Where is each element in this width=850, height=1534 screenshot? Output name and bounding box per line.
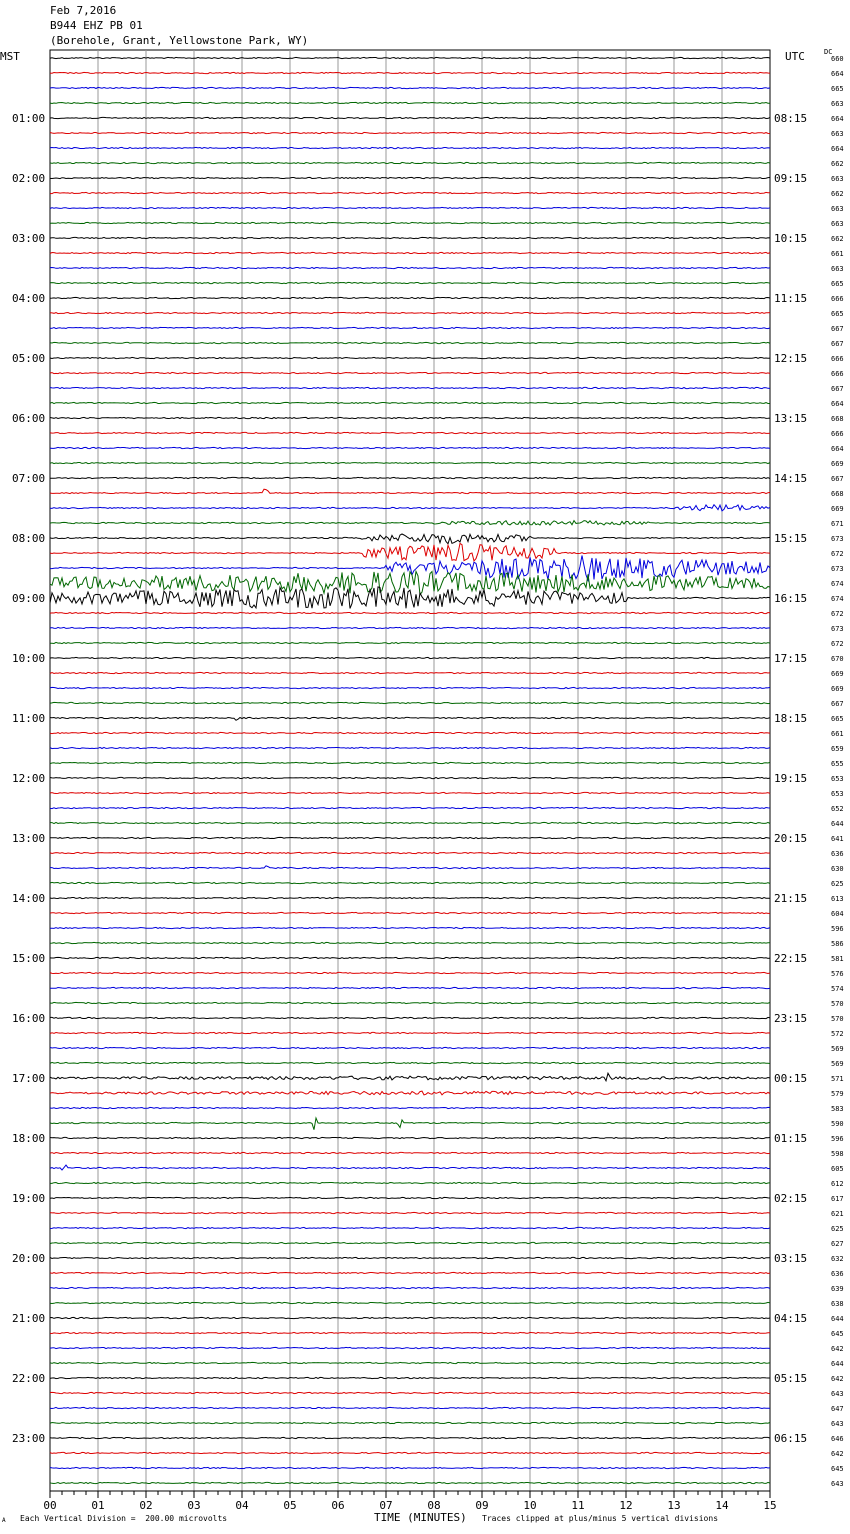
- dc-offset-value: 644: [831, 820, 844, 828]
- dc-offset-value: 572: [831, 1030, 844, 1038]
- trace-line: [50, 132, 770, 133]
- x-tick-label: 06: [331, 1499, 345, 1512]
- dc-offset-value: 596: [831, 1135, 844, 1143]
- dc-offset-value: 590: [831, 1120, 844, 1128]
- dc-offset-value: 672: [831, 610, 844, 618]
- dc-offset-value: 636: [831, 1270, 844, 1278]
- mst-hour-label: 08:00: [12, 532, 46, 545]
- mst-hour-label: 04:00: [12, 292, 46, 305]
- trace-line: [50, 912, 770, 913]
- trace-line: [50, 972, 770, 973]
- utc-hour-label: 22:15: [774, 952, 808, 965]
- trace-line: [50, 897, 770, 898]
- x-tick-label: 12: [619, 1499, 633, 1512]
- trace-line: [50, 866, 770, 869]
- dc-offset-value: 672: [831, 550, 844, 558]
- dc-offset-value: 647: [831, 1405, 844, 1413]
- dc-offset-value: 671: [831, 520, 844, 528]
- trace-line: [50, 792, 770, 793]
- trace-line: [50, 447, 770, 448]
- dc-offset-value: 569: [831, 1060, 844, 1068]
- dc-offset-value: 660: [831, 55, 844, 63]
- mst-hour-label: 09:00: [12, 592, 46, 605]
- trace-line: [50, 387, 770, 388]
- x-tick-label: 07: [379, 1499, 393, 1512]
- dc-offset-value: 621: [831, 1210, 844, 1218]
- utc-hour-label: 16:15: [774, 592, 808, 605]
- utc-hour-label: 08:15: [774, 112, 808, 125]
- trace-line: [50, 702, 770, 703]
- utc-hour-label: 18:15: [774, 712, 808, 725]
- trace-line: [50, 1467, 770, 1468]
- station-code: B944 EHZ PB 01: [50, 19, 143, 32]
- trace-line: [50, 402, 770, 403]
- trace-line: [50, 1452, 770, 1453]
- dc-offset-value: 604: [831, 910, 844, 918]
- dc-offset-value: 667: [831, 475, 844, 483]
- x-tick-label: 08: [427, 1499, 441, 1512]
- trace-line: [50, 147, 770, 148]
- mst-hour-label: 17:00: [12, 1072, 46, 1085]
- dc-offset-value: 643: [831, 1420, 844, 1428]
- mst-hour-label: 16:00: [12, 1012, 46, 1025]
- mst-hour-label: 12:00: [12, 772, 46, 785]
- dc-offset-value: 667: [831, 325, 844, 333]
- trace-line: [50, 489, 770, 493]
- utc-hour-label: 11:15: [774, 292, 808, 305]
- dc-offset-value: 653: [831, 775, 844, 783]
- dc-offset-value: 664: [831, 400, 844, 408]
- utc-hour-label: 17:15: [774, 652, 808, 665]
- trace-line: [50, 1118, 770, 1130]
- trace-line: [50, 1362, 770, 1363]
- x-tick-label: 00: [43, 1499, 57, 1512]
- dc-offset-value: 632: [831, 1255, 844, 1263]
- x-axis-title: TIME (MINUTES): [374, 1511, 467, 1524]
- trace-line: [50, 1482, 770, 1483]
- x-tick-label: 01: [91, 1499, 105, 1512]
- trace-line: [50, 1107, 770, 1108]
- dc-offset-value: 663: [831, 205, 844, 213]
- trace-line: [50, 117, 770, 118]
- trace-line: [50, 1091, 770, 1095]
- trace-line: [50, 417, 770, 418]
- x-tick-label: 04: [235, 1499, 249, 1512]
- trace-line: [50, 1017, 770, 1018]
- dc-offset-value: 664: [831, 445, 844, 453]
- trace-line: [50, 162, 770, 163]
- trace-line: [50, 1137, 770, 1138]
- dc-offset-value: 579: [831, 1090, 844, 1098]
- dc-offset-value: 630: [831, 865, 844, 873]
- trace-line: [50, 543, 770, 561]
- trace-line: [50, 1032, 770, 1033]
- utc-hour-label: 10:15: [774, 232, 808, 245]
- trace-line: [50, 297, 770, 298]
- trace-line: [50, 627, 770, 628]
- x-tick-label: 10: [523, 1499, 537, 1512]
- dc-offset-value: 643: [831, 1390, 844, 1398]
- dc-offset-value: 665: [831, 310, 844, 318]
- trace-line: [50, 642, 770, 643]
- dc-offset-value: 666: [831, 430, 844, 438]
- trace-line: [50, 807, 770, 808]
- x-tick-label: 11: [571, 1499, 585, 1512]
- trace-line: [50, 1227, 770, 1228]
- trace-line: [50, 957, 770, 958]
- dc-offset-value: 674: [831, 595, 844, 603]
- dc-offset-value: 644: [831, 1360, 844, 1368]
- clipping-note: Traces clipped at plus/minus 5 vertical divisions: [482, 1514, 719, 1523]
- dc-offset-value: 642: [831, 1450, 844, 1458]
- mst-hour-label: 21:00: [12, 1312, 46, 1325]
- dc-offset-value: 669: [831, 685, 844, 693]
- mst-hour-label: 13:00: [12, 832, 46, 845]
- trace-line: [50, 1392, 770, 1393]
- dc-offset-value: 653: [831, 790, 844, 798]
- dc-offset-value: 652: [831, 805, 844, 813]
- vertical-division-note: Each Vertical Division = 200.00 microvolts: [20, 1514, 228, 1523]
- seismic-traces: [50, 57, 770, 1483]
- time-axis: [43, 1491, 776, 1512]
- dc-offset-value: 666: [831, 370, 844, 378]
- utc-hour-label: 20:15: [774, 832, 808, 845]
- utc-hour-label: 15:15: [774, 532, 808, 545]
- dc-offset-value: 663: [831, 100, 844, 108]
- mst-hour-label: 06:00: [12, 412, 46, 425]
- dc-offset-value: 674: [831, 580, 844, 588]
- dc-offset-value: 667: [831, 700, 844, 708]
- trace-line: [50, 1437, 770, 1438]
- dc-offset-value: 617: [831, 1195, 844, 1203]
- trace-line: [50, 505, 770, 511]
- trace-line: [50, 1047, 770, 1048]
- dc-offset-value: 673: [831, 625, 844, 633]
- utc-hour-label: 04:15: [774, 1312, 808, 1325]
- utc-hour-labels: [774, 112, 807, 1445]
- dc-offset-value: 663: [831, 220, 844, 228]
- trace-line: [50, 87, 770, 88]
- dc-offset-value: 569: [831, 1045, 844, 1053]
- trace-line: [50, 477, 770, 478]
- dc-offset-value: 645: [831, 1465, 844, 1473]
- trace-line: [50, 1332, 770, 1333]
- trace-line: [50, 852, 770, 853]
- dc-offset-value: 576: [831, 970, 844, 978]
- trace-line: [50, 1062, 770, 1063]
- trace-line: [50, 612, 770, 613]
- trace-line: [50, 717, 770, 720]
- trace-line: [50, 762, 770, 763]
- dc-offset-value: 665: [831, 280, 844, 288]
- dc-offset-value: 586: [831, 940, 844, 948]
- dc-offset-labels: [831, 55, 844, 1488]
- mst-hour-label: 03:00: [12, 232, 46, 245]
- trace-line: [50, 312, 770, 313]
- dc-offset-value: 625: [831, 880, 844, 888]
- utc-hour-label: 03:15: [774, 1252, 808, 1265]
- dc-offset-value: 642: [831, 1345, 844, 1353]
- trace-line: [50, 1152, 770, 1153]
- mst-hour-label: 02:00: [12, 172, 46, 185]
- right-timezone-label: UTC: [785, 50, 805, 63]
- trace-line: [50, 237, 770, 238]
- dc-offset-value: 662: [831, 235, 844, 243]
- dc-offset-value: 571: [831, 1075, 844, 1083]
- x-tick-label: 02: [139, 1499, 153, 1512]
- station-location: (Borehole, Grant, Yellowstone Park, WY): [50, 34, 309, 47]
- dc-offset-value: 669: [831, 670, 844, 678]
- mst-hour-label: 07:00: [12, 472, 46, 485]
- mst-hour-label: 15:00: [12, 952, 46, 965]
- dc-offset-value: 667: [831, 340, 844, 348]
- dc-offset-header: DC: [824, 48, 833, 56]
- trace-line: [50, 1002, 770, 1003]
- dc-offset-value: 646: [831, 1435, 844, 1443]
- trace-line: [50, 777, 770, 778]
- trace-line: [50, 987, 770, 988]
- trace-line: [50, 342, 770, 343]
- trace-line: [50, 687, 770, 688]
- dc-offset-value: 668: [831, 415, 844, 423]
- dc-offset-value: 670: [831, 655, 844, 663]
- trace-line: [50, 432, 770, 433]
- dc-offset-value: 673: [831, 535, 844, 543]
- dc-offset-value: 581: [831, 955, 844, 963]
- dc-offset-value: 663: [831, 265, 844, 273]
- x-tick-label: 05: [283, 1499, 297, 1512]
- dc-offset-value: 661: [831, 250, 844, 258]
- dc-offset-value: 655: [831, 760, 844, 768]
- trace-line: [50, 672, 770, 673]
- mst-hour-label: 19:00: [12, 1192, 46, 1205]
- trace-line: [50, 837, 770, 838]
- trace-line: [50, 1182, 770, 1183]
- dc-offset-value: 673: [831, 565, 844, 573]
- dc-offset-value: 641: [831, 835, 844, 843]
- dc-offset-value: 645: [831, 1330, 844, 1338]
- trace-line: [50, 822, 770, 823]
- mst-hour-label: 22:00: [12, 1372, 46, 1385]
- dc-offset-value: 605: [831, 1165, 844, 1173]
- x-tick-label: 09: [475, 1499, 489, 1512]
- dc-offset-value: 612: [831, 1180, 844, 1188]
- trace-line: [50, 1317, 770, 1318]
- dc-offset-value: 636: [831, 850, 844, 858]
- trace-line: [50, 1407, 770, 1408]
- trace-line: [50, 657, 770, 658]
- mst-hour-label: 01:00: [12, 112, 46, 125]
- dc-offset-value: 643: [831, 1480, 844, 1488]
- dc-offset-value: 644: [831, 1315, 844, 1323]
- trace-line: [50, 534, 770, 544]
- trace-line: [50, 1212, 770, 1213]
- dc-offset-value: 627: [831, 1240, 844, 1248]
- dc-offset-value: 661: [831, 730, 844, 738]
- dc-offset-value: 662: [831, 190, 844, 198]
- dc-offset-value: 625: [831, 1225, 844, 1233]
- trace-line: [50, 1287, 770, 1288]
- utc-hour-label: 09:15: [774, 172, 808, 185]
- utc-hour-label: 23:15: [774, 1012, 808, 1025]
- dc-offset-value: 663: [831, 130, 844, 138]
- dc-offset-value: 667: [831, 385, 844, 393]
- trace-line: [50, 1422, 770, 1423]
- dc-offset-value: 662: [831, 160, 844, 168]
- trace-line: [50, 882, 770, 883]
- dc-offset-value: 665: [831, 715, 844, 723]
- dc-offset-value: 642: [831, 1375, 844, 1383]
- mst-hour-label: 05:00: [12, 352, 46, 365]
- trace-line: [50, 521, 770, 526]
- trace-line: [50, 282, 770, 283]
- trace-line: [50, 267, 770, 268]
- trace-line: [50, 207, 770, 208]
- utc-hour-label: 05:15: [774, 1372, 808, 1385]
- x-tick-label: 15: [763, 1499, 777, 1512]
- trace-line: [50, 462, 770, 463]
- trace-line: [50, 927, 770, 928]
- utc-hour-label: 02:15: [774, 1192, 808, 1205]
- dc-offset-value: 574: [831, 985, 844, 993]
- dc-offset-value: 639: [831, 1285, 844, 1293]
- dc-offset-value: 659: [831, 745, 844, 753]
- dc-offset-value: 664: [831, 70, 844, 78]
- trace-line: [50, 1347, 770, 1348]
- dc-offset-value: 669: [831, 460, 844, 468]
- footer-mark: A: [2, 1517, 6, 1524]
- dc-offset-value: 638: [831, 1300, 844, 1308]
- mst-hour-labels: [12, 112, 45, 1445]
- utc-hour-label: 00:15: [774, 1072, 808, 1085]
- utc-hour-label: 21:15: [774, 892, 808, 905]
- dc-offset-value: 663: [831, 175, 844, 183]
- trace-line: [50, 556, 770, 581]
- trace-line: [50, 102, 770, 103]
- utc-hour-label: 12:15: [774, 352, 808, 365]
- utc-hour-label: 01:15: [774, 1132, 808, 1145]
- dc-offset-value: 669: [831, 505, 844, 513]
- mst-hour-label: 20:00: [12, 1252, 46, 1265]
- trace-line: [50, 1302, 770, 1303]
- utc-hour-label: 19:15: [774, 772, 808, 785]
- utc-hour-label: 14:15: [774, 472, 808, 485]
- mst-hour-label: 14:00: [12, 892, 46, 905]
- trace-line: [50, 587, 770, 609]
- trace-line: [50, 1257, 770, 1258]
- trace-line: [50, 72, 770, 73]
- trace-line: [50, 1165, 770, 1170]
- trace-line: [50, 327, 770, 328]
- trace-line: [50, 1197, 770, 1198]
- trace-line: [50, 1377, 770, 1378]
- dc-offset-value: 672: [831, 640, 844, 648]
- x-tick-label: 14: [715, 1499, 729, 1512]
- dc-offset-value: 666: [831, 355, 844, 363]
- trace-line: [50, 177, 770, 178]
- mst-hour-label: 11:00: [12, 712, 46, 725]
- dc-offset-value: 596: [831, 925, 844, 933]
- left-timezone-label: MST: [0, 50, 20, 63]
- trace-line: [50, 357, 770, 358]
- plot-grid: [50, 50, 770, 1491]
- mst-hour-label: 18:00: [12, 1132, 46, 1145]
- dc-offset-value: 668: [831, 490, 844, 498]
- dc-offset-value: 664: [831, 145, 844, 153]
- trace-line: [50, 57, 770, 58]
- trace-line: [50, 1272, 770, 1273]
- dc-offset-value: 613: [831, 895, 844, 903]
- trace-line: [50, 192, 770, 193]
- trace-line: [50, 1242, 770, 1243]
- x-tick-label: 13: [667, 1499, 681, 1512]
- x-tick-label: 03: [187, 1499, 201, 1512]
- trace-line: [50, 372, 770, 373]
- plot-frame: [50, 50, 770, 1491]
- dc-offset-value: 665: [831, 85, 844, 93]
- plot-date: Feb 7,2016: [50, 4, 117, 17]
- trace-line: [50, 942, 770, 943]
- utc-hour-label: 06:15: [774, 1432, 808, 1445]
- dc-offset-value: 583: [831, 1105, 844, 1113]
- dc-offset-value: 664: [831, 115, 844, 123]
- utc-hour-label: 13:15: [774, 412, 808, 425]
- dc-offset-value: 666: [831, 295, 844, 303]
- mst-hour-label: 10:00: [12, 652, 46, 665]
- trace-line: [50, 252, 770, 253]
- trace-line: [50, 732, 770, 733]
- trace-line: [50, 222, 770, 223]
- trace-line: [50, 1073, 770, 1081]
- dc-offset-value: 598: [831, 1150, 844, 1158]
- trace-line: [50, 747, 770, 748]
- dc-offset-value: 570: [831, 1000, 844, 1008]
- dc-offset-value: 570: [831, 1015, 844, 1023]
- mst-hour-label: 23:00: [12, 1432, 46, 1445]
